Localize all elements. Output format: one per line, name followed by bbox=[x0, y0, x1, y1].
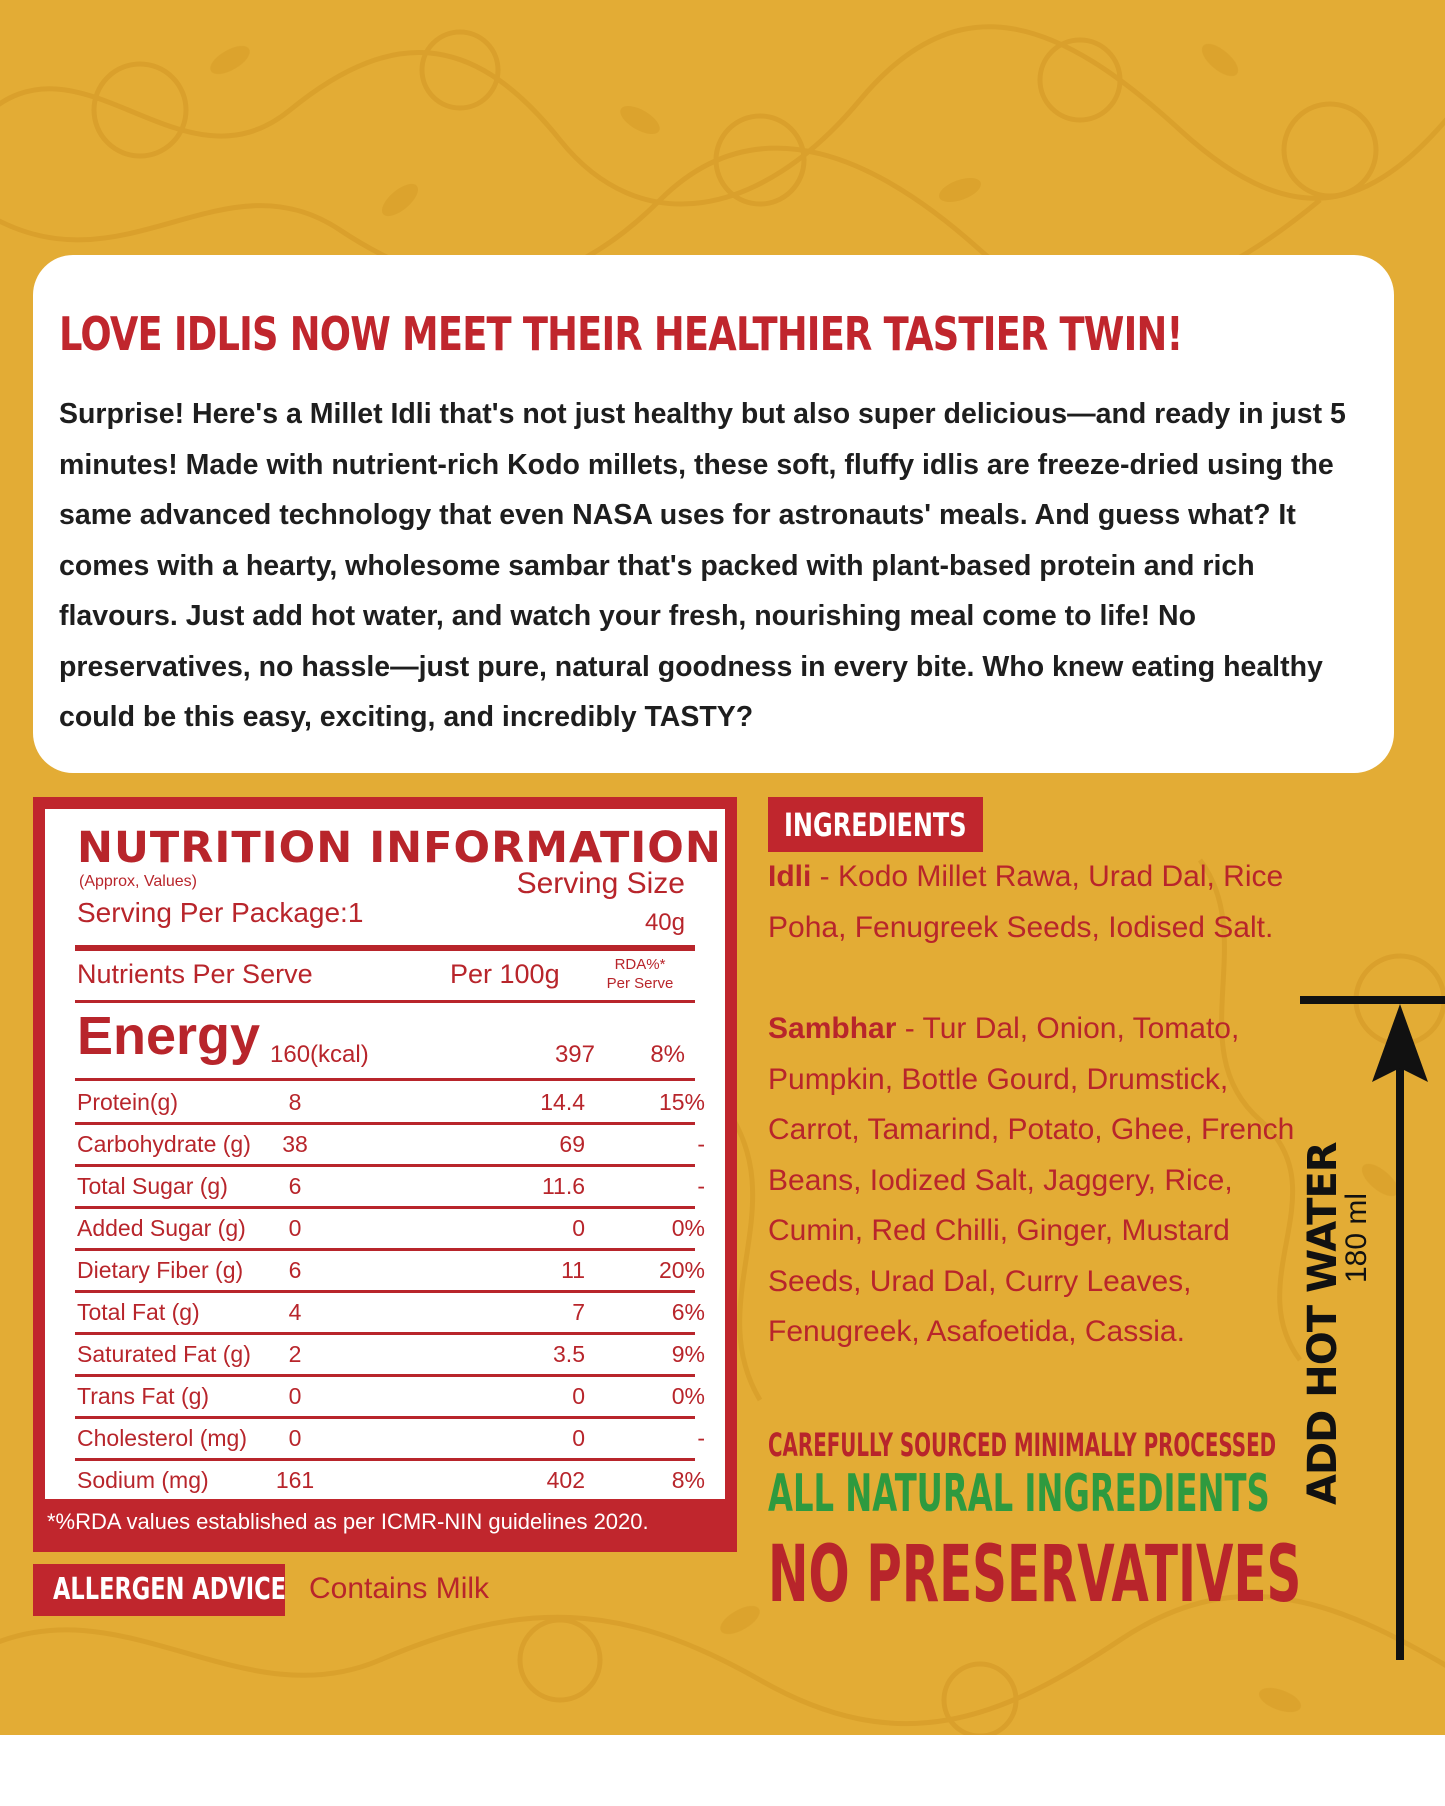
col-rda-sublabel: Per Serve bbox=[606, 975, 674, 992]
col-per100-header: Per 100g bbox=[450, 959, 560, 989]
claim-no-preservatives: NO PRESERVATIVES bbox=[768, 1530, 1302, 1620]
intro-description: Surprise! Here's a Millet Idli that's not just healthy but also super delicious—and ready in just 5 minutes! Made with nutrient-rich Kodo millets, these soft, fluffy idlis are freeze-dried using the same advanced technology that even NASA uses for astronauts' meals. And guess what? It comes with a hearty, wholesome sambar that's packed with plant-based protein and rich flavours. Just add hot water, and watch your fresh, nourishing meal come to life! No preservatives, no hassle—just pure, natural goodness in every bite. Who knew eating healthy could be this easy, exciting, and incredibly TASTY? bbox=[59, 398, 1346, 733]
nutrient-per-100g: 3.5 bbox=[553, 1341, 585, 1367]
nutrient-per-serve: 6 bbox=[288, 1257, 302, 1283]
nutrient-row bbox=[75, 1461, 705, 1503]
idli-ingredients bbox=[768, 852, 1328, 953]
nutrient-name: Total Sugar (g) bbox=[77, 1173, 228, 1199]
nutrient-rda: - bbox=[697, 1425, 705, 1451]
nutrient-per-100g: 402 bbox=[546, 1467, 585, 1493]
ingredients-label: INGREDIENTS bbox=[784, 806, 967, 844]
divider bbox=[75, 1000, 695, 1003]
nutrient-per-serve: 0 bbox=[288, 1383, 302, 1409]
energy-label: Energy bbox=[77, 1006, 261, 1066]
claim-sourced: CAREFULLY SOURCED MINIMALLY PROCESSED bbox=[768, 1426, 1277, 1464]
nutrient-per-serve: 38 bbox=[282, 1131, 308, 1157]
nutrient-per-serve: 4 bbox=[288, 1299, 302, 1325]
nutrient-per-serve: 8 bbox=[288, 1089, 302, 1115]
nutrient-per-100g: 14.4 bbox=[540, 1089, 585, 1115]
nutrient-row bbox=[75, 1209, 705, 1251]
sambhar-ingredients bbox=[768, 1004, 1328, 1358]
nutrient-rda: - bbox=[697, 1131, 705, 1157]
nutrition-title: NUTRITION INFORMATION bbox=[77, 823, 722, 873]
energy-rda: 8% bbox=[650, 1041, 685, 1068]
nutrient-name: Cholesterol (mg) bbox=[77, 1425, 247, 1451]
allergen-label: ALLERGEN ADVICE bbox=[53, 1572, 287, 1607]
nutrient-per-100g: 0 bbox=[572, 1425, 585, 1451]
nutrient-per-100g: 11 bbox=[561, 1257, 585, 1283]
nutrient-per-serve: 0 bbox=[288, 1215, 302, 1241]
nutrient-name: Dietary Fiber (g) bbox=[77, 1257, 244, 1283]
energy-per-100g: 397 bbox=[554, 1041, 595, 1068]
nutrient-per-serve: 6 bbox=[288, 1173, 302, 1199]
col-rda-label: RDA%* bbox=[614, 956, 666, 973]
nutrient-name: Saturated Fat (g) bbox=[77, 1341, 251, 1367]
nutrient-row bbox=[75, 1251, 705, 1293]
nutrient-name: Added Sugar (g) bbox=[77, 1215, 246, 1241]
divider bbox=[75, 945, 695, 951]
rda-footnote: *%RDA values established as per ICMR-NIN guidelines 2020. bbox=[47, 1509, 649, 1534]
nutrient-rda: 6% bbox=[671, 1299, 705, 1325]
nutrient-row bbox=[75, 1083, 705, 1125]
nutrient-per-100g: 0 bbox=[572, 1383, 585, 1409]
sambhar-name: Sambhar bbox=[768, 1012, 897, 1045]
serving-per-package: Serving Per Package:1 bbox=[77, 897, 364, 928]
nutrition-panel bbox=[33, 797, 737, 1552]
nutrient-rda: 20% bbox=[658, 1257, 705, 1283]
nutrient-rda: 0% bbox=[671, 1215, 705, 1241]
nutrient-per-100g: 11.6 bbox=[541, 1173, 585, 1199]
nutrient-rda: 15% bbox=[658, 1089, 705, 1115]
idli-list: - Kodo Millet Rawa, Urad Dal, Rice Poha, Fenugreek Seeds, Iodised Salt. bbox=[768, 860, 1284, 944]
nutrient-row bbox=[75, 1293, 705, 1335]
col-nutrients-header: Nutrients Per Serve bbox=[77, 959, 313, 989]
nutrient-name: Protein(g) bbox=[77, 1089, 178, 1115]
nutrition-table bbox=[45, 809, 725, 1499]
nutrient-per-serve: 161 bbox=[275, 1467, 315, 1493]
nutrient-row bbox=[75, 1167, 705, 1209]
col-rda-header bbox=[585, 955, 695, 993]
nutrient-per-serve: 0 bbox=[288, 1425, 302, 1451]
nutrient-row bbox=[75, 1377, 705, 1419]
energy-per-serve: 160(kcal) bbox=[270, 1041, 369, 1068]
approx-note: (Approx, Values) bbox=[79, 873, 197, 890]
allergen-text: Contains Milk bbox=[309, 1572, 490, 1605]
add-hot-water-label: ADD HOT WATER bbox=[1300, 1142, 1346, 1505]
serving-size-value: 40g bbox=[644, 909, 685, 936]
nutrient-per-100g: 69 bbox=[559, 1131, 585, 1157]
nutrient-name: Carbohydrate (g) bbox=[77, 1131, 251, 1157]
claim-natural: ALL NATURAL INGREDIENTS bbox=[768, 1464, 1270, 1524]
nutrient-rda: 8% bbox=[671, 1467, 705, 1493]
idli-name: Idli bbox=[768, 860, 812, 893]
nutrient-rda: 9% bbox=[671, 1341, 705, 1367]
nutrient-per-100g: 0 bbox=[572, 1215, 585, 1241]
intro-heading: LOVE IDLIS NOW MEET THEIR HEALTHIER TASTIER TWIN! bbox=[59, 307, 1183, 361]
nutrient-rda: 0% bbox=[671, 1383, 705, 1409]
allergen-badge bbox=[33, 1564, 285, 1616]
nutrient-row bbox=[75, 1125, 705, 1167]
water-amount: 180 ml bbox=[1340, 1192, 1373, 1284]
ingredients-badge bbox=[768, 797, 983, 852]
serving-size-label: Serving Size bbox=[516, 867, 685, 900]
nutrient-row bbox=[75, 1335, 705, 1377]
divider bbox=[75, 1078, 695, 1081]
nutrient-name: Trans Fat (g) bbox=[77, 1383, 210, 1409]
intro-card bbox=[33, 255, 1394, 773]
nutrient-row bbox=[75, 1419, 705, 1461]
nutrient-rda: - bbox=[697, 1173, 705, 1199]
sambhar-list: - Tur Dal, Onion, Tomato, Pumpkin, Bottle Gourd, Drumstick, Carrot, Tamarind, Potato, Ghee, French Beans, Iodized Salt, Jaggery, Rice, Cumin, Red Chilli, Ginger, Mustard Seeds, Urad Dal, Curry Leaves, Fenugreek, Asafoetida, Cassia. bbox=[768, 1012, 1295, 1348]
nutrient-name: Total Fat (g) bbox=[77, 1299, 200, 1325]
nutrient-per-serve: 2 bbox=[288, 1341, 302, 1367]
nutrient-name: Sodium (mg) bbox=[77, 1467, 209, 1493]
nutrient-per-100g: 7 bbox=[572, 1299, 585, 1325]
